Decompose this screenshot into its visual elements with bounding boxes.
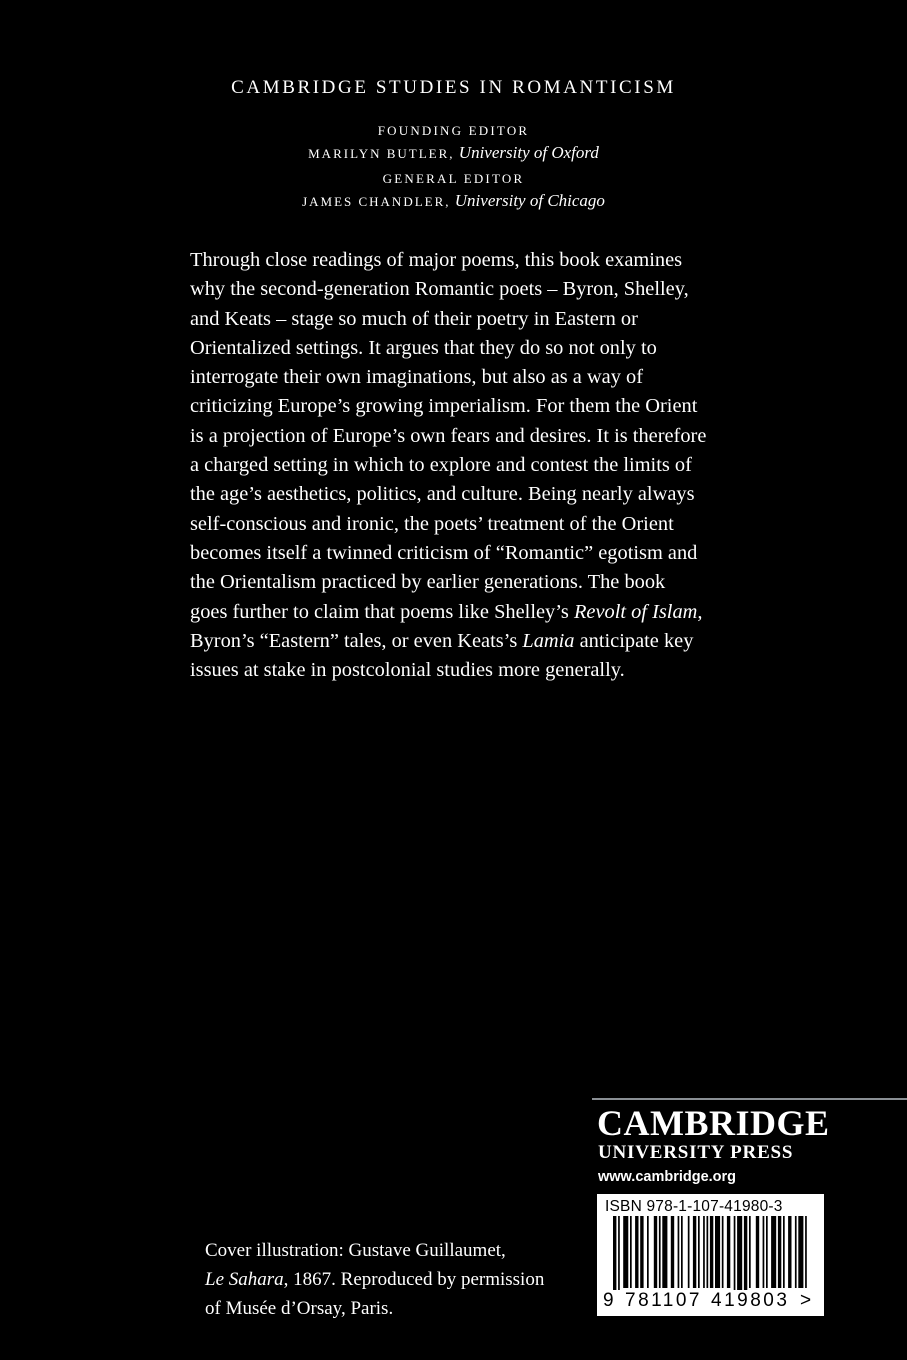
- book-blurb: [190, 246, 750, 685]
- barcode-digits-group1: 781107: [625, 1290, 702, 1311]
- blurb-line: issues at stake in postcolonial studies more generally.: [190, 659, 625, 682]
- barcode-bar: [771, 1216, 776, 1288]
- barcode-bar: [795, 1216, 797, 1288]
- founding-editor-affiliation: University of Oxford: [458, 143, 599, 162]
- work-title-lamia: Lamia: [522, 629, 575, 652]
- barcode-bar: [678, 1216, 680, 1288]
- barcode-bar: [703, 1216, 705, 1288]
- founding-editor-name: MARILYN BUTLER,: [308, 146, 455, 161]
- barcode-bar: [707, 1216, 709, 1288]
- publisher-logo-subname: UNIVERSITY PRESS: [598, 1142, 794, 1163]
- barcode-bar: [763, 1216, 765, 1288]
- blurb-line: criticizing Europe’s growing imperialism. For them the Orient: [190, 395, 698, 418]
- publisher-rule: [592, 1098, 907, 1100]
- barcode-bar: [749, 1216, 751, 1288]
- barcode-digit-lead: 9: [603, 1290, 617, 1311]
- blurb-line: [190, 627, 750, 656]
- barcode-bar: [756, 1216, 759, 1288]
- general-editor-line: [0, 187, 907, 214]
- founding-editor-role: FOUNDING EDITOR: [377, 123, 530, 138]
- blurb-line: Through close readings of major poems, this book examines: [190, 249, 683, 271]
- credit-line: [205, 1265, 544, 1294]
- blurb-line: becomes itself a twinned criticism of “Romantic” egotism and: [190, 541, 698, 564]
- blurb-text: anticipate key: [574, 629, 694, 652]
- publisher-url: www.cambridge.org: [598, 1169, 737, 1185]
- barcode-bars: [603, 1216, 818, 1290]
- barcode-bar: [722, 1216, 724, 1288]
- isbn-label: ISBN 978-1-107-41980-3: [605, 1198, 783, 1215]
- credit-text: , 1867. Reproduced by permission: [283, 1269, 545, 1290]
- credit-line: Cover illustration: Gustave Guillaumet,: [205, 1240, 506, 1261]
- barcode-digits-group2: 419803: [711, 1290, 790, 1311]
- barcode-bar: [647, 1216, 649, 1288]
- barcode-bar: [766, 1216, 768, 1288]
- barcode-bar: [635, 1216, 638, 1288]
- barcode-bar: [737, 1216, 742, 1290]
- barcode-bar: [778, 1216, 781, 1288]
- barcode-bar: [693, 1216, 696, 1288]
- barcode-bar: [788, 1216, 791, 1288]
- barcode-bar: [613, 1216, 616, 1290]
- barcode-bar: [654, 1216, 657, 1288]
- blurb-line: a charged setting in which to explore and contest the limits of: [190, 454, 692, 477]
- blurb-line: the age’s aesthetics, politics, and culture. Being nearly always: [190, 483, 695, 506]
- barcode-bar: [744, 1216, 747, 1290]
- barcode-bar: [734, 1216, 736, 1290]
- barcode-bar: [681, 1216, 683, 1288]
- work-title-revolt-of-islam: Revolt of Islam,: [573, 600, 703, 623]
- general-editor-role: GENERAL EDITOR: [382, 171, 525, 186]
- barcode-bar: [727, 1216, 730, 1288]
- barcode-arrow: >: [800, 1290, 814, 1311]
- blurb-line: is a projection of Europe’s own fears and desires. It is therefore: [190, 424, 707, 447]
- cover-credit: [205, 1236, 544, 1323]
- barcode-bar: [805, 1216, 807, 1288]
- credit-line: of Musée d’Orsay, Paris.: [205, 1298, 394, 1319]
- barcode-bar: [710, 1216, 713, 1288]
- blurb-line: Orientalized settings. It argues that they do so not only to: [190, 336, 657, 359]
- barcode-bar: [783, 1216, 785, 1288]
- editors-block: [0, 122, 907, 214]
- blurb-line: the Orientalism practiced by earlier generations. The book: [190, 571, 666, 594]
- barcode-bar: [662, 1216, 667, 1288]
- blurb-line: [190, 598, 750, 627]
- general-editor-affiliation: University of Chicago: [454, 191, 605, 210]
- blurb-text: goes further to claim that poems like Shelley’s: [190, 600, 574, 623]
- founding-editor-line: [0, 139, 907, 166]
- blurb-line: self-conscious and ironic, the poets’ treatment of the Orient: [190, 512, 674, 535]
- blurb-text: Byron’s “Eastern” tales, or even Keats’s: [190, 629, 523, 652]
- barcode-bar: [659, 1216, 661, 1288]
- blurb-line: and Keats – stage so much of their poetry in Eastern or: [190, 307, 638, 330]
- isbn-barcode: [597, 1194, 824, 1316]
- barcode-bar: [618, 1216, 620, 1290]
- barcode-bar: [715, 1216, 720, 1288]
- barcode-bar: [630, 1216, 632, 1288]
- barcode-bar: [798, 1216, 803, 1288]
- publisher-logo-name: CAMBRIDGE: [597, 1103, 830, 1143]
- general-editor-name: JAMES CHANDLER,: [302, 194, 451, 209]
- blurb-line: why the second-generation Romantic poets – Byron, Shelley,: [190, 278, 689, 301]
- series-title: CAMBRIDGE STUDIES IN ROMANTICISM: [231, 77, 676, 98]
- barcode-bar: [698, 1216, 700, 1288]
- barcode-bar: [688, 1216, 690, 1288]
- barcode-bar: [623, 1216, 628, 1288]
- blurb-line: interrogate their own imaginations, but also as a way of: [190, 366, 644, 389]
- painting-title: Le Sahara: [205, 1269, 284, 1290]
- barcode-bar: [671, 1216, 674, 1288]
- barcode-bar: [640, 1216, 643, 1288]
